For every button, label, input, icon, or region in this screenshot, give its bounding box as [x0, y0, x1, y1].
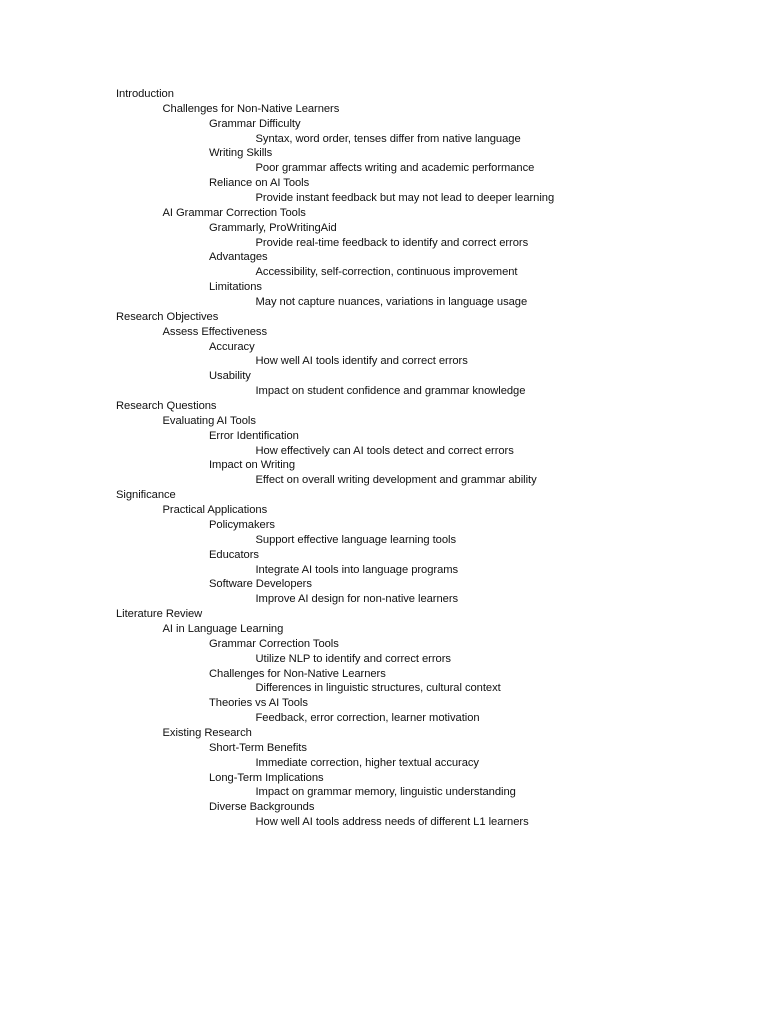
outline-item: Grammar Difficulty [209, 117, 301, 130]
outline-item: Improve AI design for non-native learners [255, 593, 459, 606]
outline-item: Challenges for Non-Native Learners [209, 667, 386, 680]
outline-item: Utilize NLP to identify and correct errors [255, 652, 451, 665]
outline-item: Policymakers [209, 518, 275, 531]
outline-item: Advantages [209, 251, 268, 264]
outline-item: Practical Applications [162, 504, 268, 517]
outline-item: Educators [209, 548, 259, 561]
outline-item: Usability [209, 370, 251, 383]
outline-item: AI Grammar Correction Tools [162, 206, 306, 219]
outline-item: May not capture nuances, variations in language usage [255, 296, 528, 309]
outline-item: Introduction [116, 88, 174, 100]
outline-item: Writing Skills [209, 147, 273, 160]
outline-item: Effect on overall writing development and grammar ability [255, 474, 537, 487]
outline-item: How well AI tools identify and correct errors [255, 355, 468, 368]
outline-item: Software Developers [209, 578, 312, 591]
outline-item: Evaluating AI Tools [162, 414, 256, 427]
outline-item: Syntax, word order, tenses differ from native language [255, 132, 521, 145]
outline-item: Grammar Correction Tools [209, 637, 339, 650]
outline-item: Accessibility, self-correction, continuous improvement [255, 266, 518, 279]
outline-item: Existing Research [162, 726, 252, 739]
outline-item: How well AI tools address needs of different L1 learners [255, 816, 529, 829]
outline-item: Provide instant feedback but may not lead to deeper learning [255, 192, 555, 205]
outline-item: Grammarly, ProWritingAid [209, 221, 337, 234]
outline-item: Poor grammar affects writing and academic performance [255, 162, 535, 175]
outline-item: Support effective language learning tools [255, 533, 457, 546]
outline-item: Feedback, error correction, learner motivation [255, 712, 480, 725]
outline-item: Immediate correction, higher textual accuracy [255, 756, 479, 769]
outline-item: AI in Language Learning [162, 622, 284, 635]
outline-item: How effectively can AI tools detect and correct errors [255, 444, 514, 457]
outline-item: Limitations [209, 281, 262, 294]
outline-item: Impact on Writing [209, 459, 295, 472]
outline-item: Research Objectives [116, 310, 219, 323]
outline-item: Differences in linguistic structures, cultural context [255, 682, 501, 695]
outline-item: Error Identification [209, 429, 299, 442]
outline-item: Short-Term Benefits [209, 741, 307, 754]
outline-item: Integrate AI tools into language programs [255, 563, 459, 576]
outline-item: Literature Review [116, 608, 203, 621]
outline-item: Diverse Backgrounds [209, 801, 315, 814]
outline-list [116, 87, 554, 830]
outline-item: Impact on grammar memory, linguistic understanding [255, 786, 516, 799]
outline-item: Impact on student confidence and grammar knowledge [255, 385, 526, 398]
outline-item: Reliance on AI Tools [209, 177, 310, 190]
outline-item: Accuracy [209, 340, 255, 353]
outline-item: Significance [116, 489, 176, 502]
outline-item: Research Questions [116, 400, 217, 413]
outline-item: Assess Effectiveness [162, 325, 268, 338]
outline-item: Theories vs AI Tools [209, 697, 308, 710]
outline-item: Provide real-time feedback to identify and correct errors [255, 236, 529, 249]
outline-item: Long-Term Implications [209, 771, 324, 784]
outline-item: Challenges for Non-Native Learners [162, 102, 340, 115]
